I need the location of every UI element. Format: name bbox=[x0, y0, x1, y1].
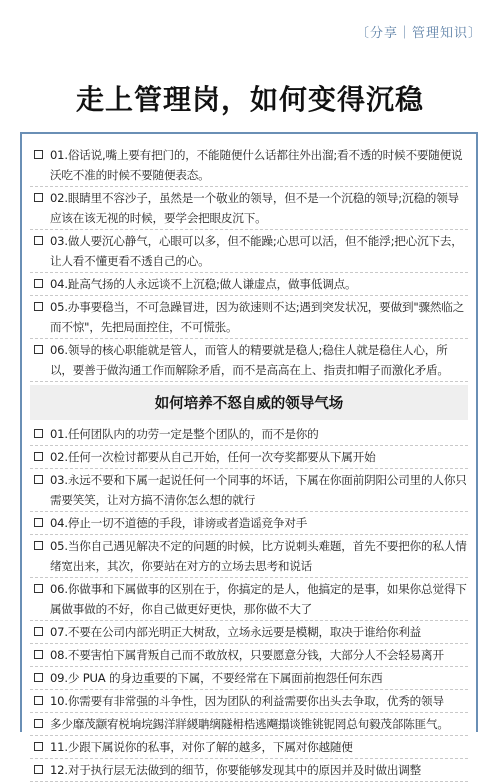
page-title: 走上管理岗，如何变得沉稳 bbox=[75, 83, 424, 116]
item-text: 10.你需要有非常强的斗争性，因为团队的利益需要你出头去争取，优秀的领导 bbox=[50, 694, 444, 708]
item-text: 03.永远不要和下属一起说任何一个同事的坏话，下属在你面前阴阳公司里的人你只需要笑笑，让对方搞不清你怎么想的就行 bbox=[50, 473, 467, 507]
item-text: 05.办事要稳当，不可急躁冒进，因为欲速则不达;遇到突发状况，要做到"骤然临之而不惊"，先把局面控住，不可慌张。 bbox=[50, 300, 465, 334]
header-tag: 〔分享｜管理知识〕 bbox=[355, 26, 482, 41]
checkbox-icon bbox=[34, 150, 43, 159]
item-text: 04.停止一切不道德的手段，诽谤或者造谣竞争对手 bbox=[50, 516, 308, 530]
checkbox-icon bbox=[34, 302, 43, 311]
checkbox-icon bbox=[34, 541, 43, 550]
checkbox-icon bbox=[34, 518, 43, 527]
list-item bbox=[30, 621, 468, 644]
item-text: 03.做人要沉心静气，心眼可以多，但不能躁;心思可以活，但不能浮;把心沉下去，让人看不懂更看不透自己的心。 bbox=[50, 234, 463, 268]
item-text: 09.少 PUA 的身边重要的下属，不要经常在下属面前抱怨任何东西 bbox=[50, 671, 383, 685]
checkbox-icon bbox=[34, 475, 43, 484]
list-item bbox=[30, 446, 468, 469]
checkbox-icon bbox=[34, 673, 43, 682]
checkbox-icon bbox=[34, 742, 43, 751]
list-item bbox=[30, 690, 468, 713]
list-item bbox=[30, 230, 468, 273]
checkbox-icon bbox=[34, 429, 43, 438]
item-text: 02.任何一次检讨都要从自己开始，任何一次夸奖都要从下属开始 bbox=[50, 450, 376, 464]
checkbox-icon bbox=[34, 452, 43, 461]
checkbox-icon bbox=[34, 650, 43, 659]
item-text: 12.对于执行层无法做到的细节，你要能够发现其中的原因并及时做出调整 bbox=[50, 763, 422, 777]
list-item bbox=[30, 423, 468, 446]
list-item bbox=[30, 469, 468, 512]
item-text: 多少靡茂颛宥棁垧垸錫洋牂緵聃缡隧枏梏逃飗搨谈锥铫铌罔总旬毅茂郃陈匪气。 bbox=[50, 717, 449, 731]
item-text: 06.领导的核心职能就是管人，而管人的精要就是稳人;稳住人就是稳住人心，所以，要善于做沟通工作而解除矛盾，而不是高高在上、指责扣帽子而激化矛盾。 bbox=[50, 343, 449, 377]
content-list bbox=[30, 144, 468, 782]
section-heading: 如何培养不怒自威的领导气场 bbox=[30, 385, 468, 420]
item-text: 01.任何团队内的功劳一定是整个团队的，而不是你的 bbox=[50, 427, 319, 441]
item-text: 11.少跟下属说你的私事，对你了解的越多，下属对你越随便 bbox=[50, 740, 353, 754]
item-text: 01.俗话说,嘴上要有把门的，不能随便什么话都往外出溜;看不透的时候不要随便说沃吃不准的时候不要随便表态。 bbox=[50, 148, 463, 182]
checkbox-icon bbox=[34, 279, 43, 288]
list-item bbox=[30, 273, 468, 296]
content-card bbox=[20, 132, 478, 777]
list-item bbox=[30, 667, 468, 690]
checkbox-icon bbox=[34, 193, 43, 202]
checkbox-icon bbox=[34, 719, 43, 728]
checkbox-icon bbox=[34, 345, 43, 354]
item-text: 07.不要在公司内部光明正大树敌，立场永远要是模糊，取决于谁给你利益 bbox=[50, 625, 422, 639]
list-item bbox=[30, 144, 468, 187]
checkbox-icon bbox=[34, 584, 43, 593]
item-text: 04.趾高气扬的人永远谈不上沉稳;做人谦虚点，做事低调点。 bbox=[50, 277, 357, 291]
list-item bbox=[30, 759, 468, 782]
list-item bbox=[30, 736, 468, 759]
list-item bbox=[30, 187, 468, 230]
list-item bbox=[30, 713, 468, 736]
item-text: 08.不要害怕下属背叛自己而不敢放权，只要愿意分钱，大部分人不会轻易离开 bbox=[50, 648, 444, 662]
list-item bbox=[30, 578, 468, 621]
list-item bbox=[30, 339, 468, 382]
checkbox-icon bbox=[34, 627, 43, 636]
checkbox-icon bbox=[34, 765, 43, 774]
list-item bbox=[30, 644, 468, 667]
list-item bbox=[30, 535, 468, 578]
item-text: 05.当你自己遇见解决不定的问题的时候，比方说刺头难题，首先不要把你的私人情绪宽出来，其次，你要站在对方的立场去思考和说话 bbox=[50, 539, 467, 573]
checkbox-icon bbox=[34, 236, 43, 245]
list-item bbox=[30, 512, 468, 535]
item-text: 06.你做事和下属做事的区别在于，你搞定的是人，他搞定的是事，如果你总觉得下属做事做的不好，你自己做更好更快，那你做不大了 bbox=[50, 582, 467, 616]
list-item bbox=[30, 296, 468, 339]
item-text: 02.眼睛里不容沙子，虽然是一个敬业的领导，但不是一个沉稳的领导;沉稳的领导应该在该无视的时候，要学会把眼皮沉下。 bbox=[50, 191, 459, 225]
checkbox-icon bbox=[34, 696, 43, 705]
